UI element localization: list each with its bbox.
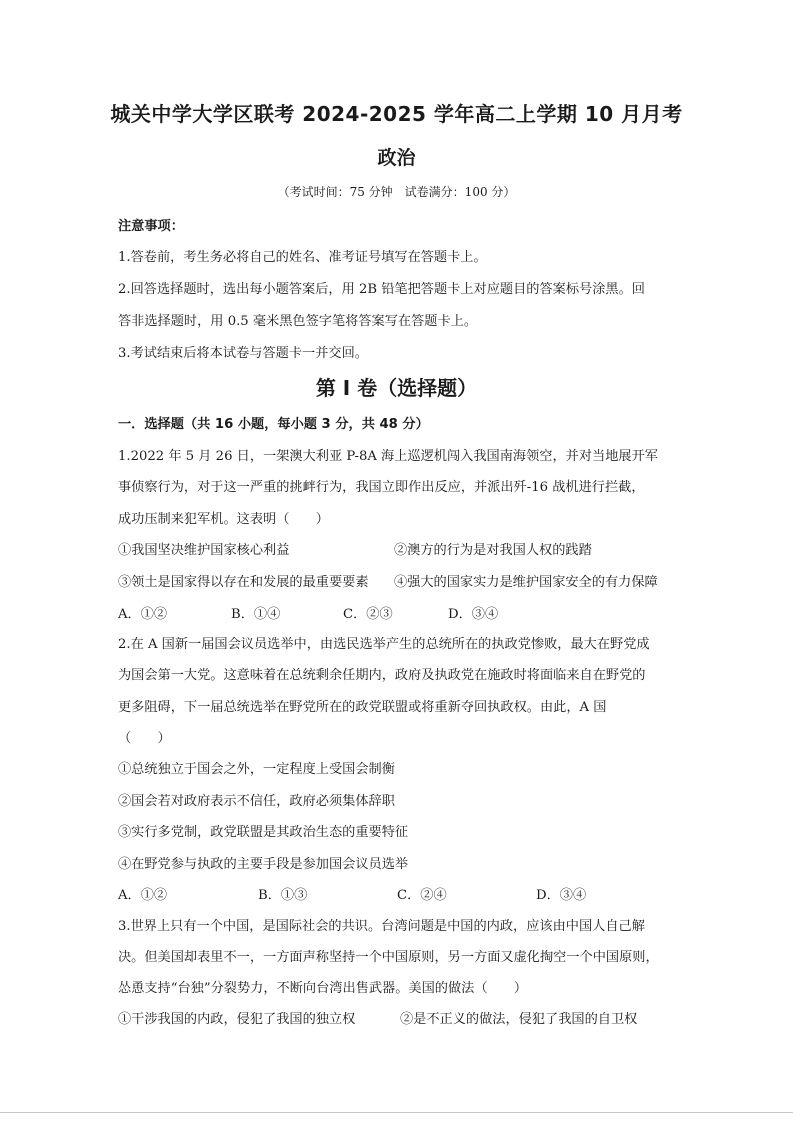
- q3-stem-line-3: 怂恿支持“台独”分裂势力，不断向台湾出售武器。美国的做法（ ）: [118, 981, 528, 996]
- q2-statement-2: ②国会若对政府表示不信任，政府必须集体辞职: [118, 794, 395, 809]
- q1-option-b: B．①④: [231, 607, 281, 622]
- q2-statement-4: ④在野党参与执政的主要手段是参加国会议员选举: [118, 857, 409, 872]
- q3-statement-1: ①干涉我国的内政，侵犯了我国的独立权: [118, 1012, 356, 1027]
- q1-statement-2: ②澳方的行为是对我国人权的践踏: [394, 543, 592, 558]
- subject-title: 政治: [377, 147, 416, 169]
- q3-stem-line-2: 决。但美国却表里不一，一方面声称坚持一个中国原则，另一方面又虚化掏空一个中国原则，: [118, 950, 659, 965]
- q2-stem-line-1: 2.在 A 国新一届国会议员选举中，由选民选举产生的总统所在的执政党惨败，最大在野党成: [118, 637, 650, 652]
- q1-option-d: D．③④: [448, 607, 499, 622]
- q1-statement-1: ①我国坚决维护国家核心利益: [118, 543, 290, 558]
- q1-stem-line-3: 成功压制来犯军机。这表明（ ）: [118, 512, 329, 527]
- q2-option-b: B．①③: [258, 888, 308, 903]
- q2-statement-3: ③实行多党制，政党联盟是其政治生态的重要特征: [118, 825, 409, 840]
- q2-option-c: C．②④: [397, 888, 447, 903]
- note-item-3: 3.考试结束后将本试卷与答题卡一并交回。: [118, 346, 368, 361]
- q1-statement-4: ④强大的国家实力是维护国家安全的有力保障: [394, 575, 658, 590]
- exam-title: 城关中学大学区联考 2024-2025 学年高二上学期 10 月月考: [110, 102, 683, 126]
- q2-stem-line-3: 更多阻碍，下一届总统选举在野党所在的政党联盟或将重新夺回执政权。由此，A 国: [118, 700, 607, 715]
- note-item-1: 1.答卷前，考生务必将自己的姓名、准考证号填写在答题卡上。: [118, 250, 487, 265]
- q1-stem-line-2: 事侦察行为，对于这一严重的挑衅行为，我国立即作出反应，并派出歼-16 战机进行拦截，: [118, 480, 645, 495]
- notes-heading: 注意事项：: [118, 219, 184, 234]
- q1-statement-3: ③领土是国家得以存在和发展的最重要要素: [118, 575, 369, 590]
- exam-info: （考试时间：75 分钟 试卷满分：100 分）: [277, 185, 516, 199]
- q2-option-d: D．③④: [536, 888, 587, 903]
- q1-option-c: C．②③: [343, 607, 393, 622]
- q1-option-a: A．①②: [118, 607, 168, 622]
- note-item-2-cont: 答非选择题时，用 0.5 毫米黑色签字笔将答案写在答题卡上。: [118, 314, 478, 329]
- q2-option-a: A．①②: [118, 888, 168, 903]
- q1-stem-line-1: 1.2022 年 5 月 26 日，一架澳大利亚 P-8A 海上巡逻机闯入我国南海领空，并对当地展开军: [118, 449, 658, 464]
- note-item-2: 2.回答选择题时，选出每小题答案后，用 2B 铅笔把答题卡上对应题目的答案标号涂黑。回: [118, 282, 645, 297]
- q2-stem-line-2: 为国会第一大党。这意味着在总统剩余任期内，政府及执政党在施政时将面临来自在野党的: [118, 668, 646, 683]
- q2-stem-line-4: （ ）: [118, 731, 171, 746]
- part-heading: 一．选择题（共 16 小题，每小题 3 分，共 48 分）: [118, 417, 429, 432]
- q3-stem-line-1: 3.世界上只有一个中国，是国际社会的共识。台湾问题是中国的内政，应该由中国人自己解: [118, 919, 645, 934]
- page-bottom-divider: [0, 1112, 793, 1113]
- q2-statement-1: ①总统独立于国会之外，一定程度上受国会制衡: [118, 762, 395, 777]
- section-title: 第 I 卷（选择题）: [315, 376, 478, 400]
- q3-statement-2: ②是不正义的做法，侵犯了我国的自卫权: [400, 1012, 638, 1027]
